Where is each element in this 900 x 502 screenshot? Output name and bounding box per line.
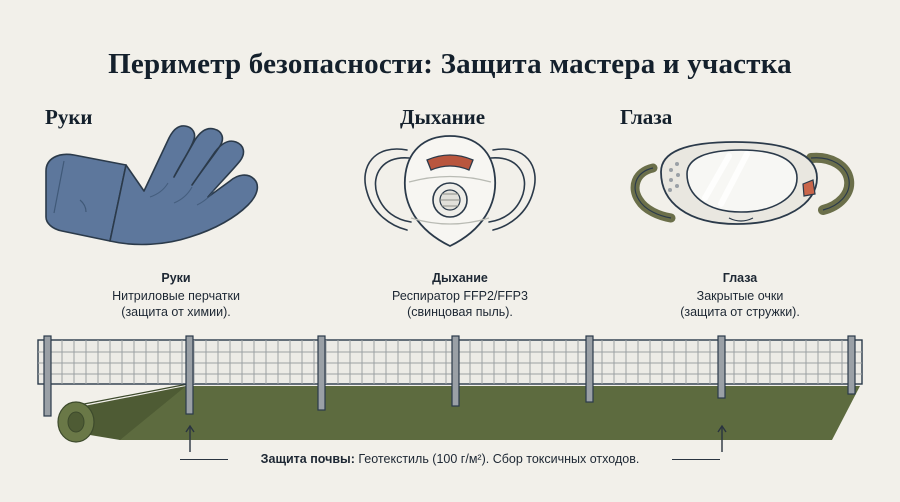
caption-eyes-line1: Закрытые очки [696, 289, 784, 303]
footer-note-text: Геотекстиль (100 г/м²). Сбор токсичных отходов. [354, 452, 640, 466]
caption-respiration-line1: Респиратор FFP2/FFP3 [392, 289, 528, 303]
caption-eyes [620, 270, 860, 320]
caption-hands-line1: Нитриловые перчатки [112, 289, 240, 303]
footer-note-label: Защита почвы: [260, 452, 355, 466]
glove-icon [40, 125, 300, 260]
footer-note [0, 452, 900, 466]
caption-eyes-title: Глаза [722, 271, 758, 285]
caption-respiration-title: Дыхание [432, 271, 488, 285]
safety-goggles-icon [625, 128, 855, 253]
page-title: Периметр безопасности: Защита мастера и участка [108, 48, 792, 80]
caption-hands [56, 270, 296, 320]
caption-respiration [340, 270, 580, 320]
caption-eyes-line2: (защита от стружки). [680, 305, 800, 319]
caption-hands-line2: (защита от химии). [121, 305, 231, 319]
caption-hands-title: Руки [161, 271, 191, 285]
caption-respiration-line2: (свинцовая пыль). [407, 305, 513, 319]
column-heading-hands: Руки [45, 105, 93, 129]
column-heading-eyes: Глаза [620, 105, 673, 129]
site-perimeter-illustration [0, 330, 900, 455]
column-heading-respiration: Дыхание [400, 105, 486, 129]
respirator-mask-icon [345, 122, 555, 262]
